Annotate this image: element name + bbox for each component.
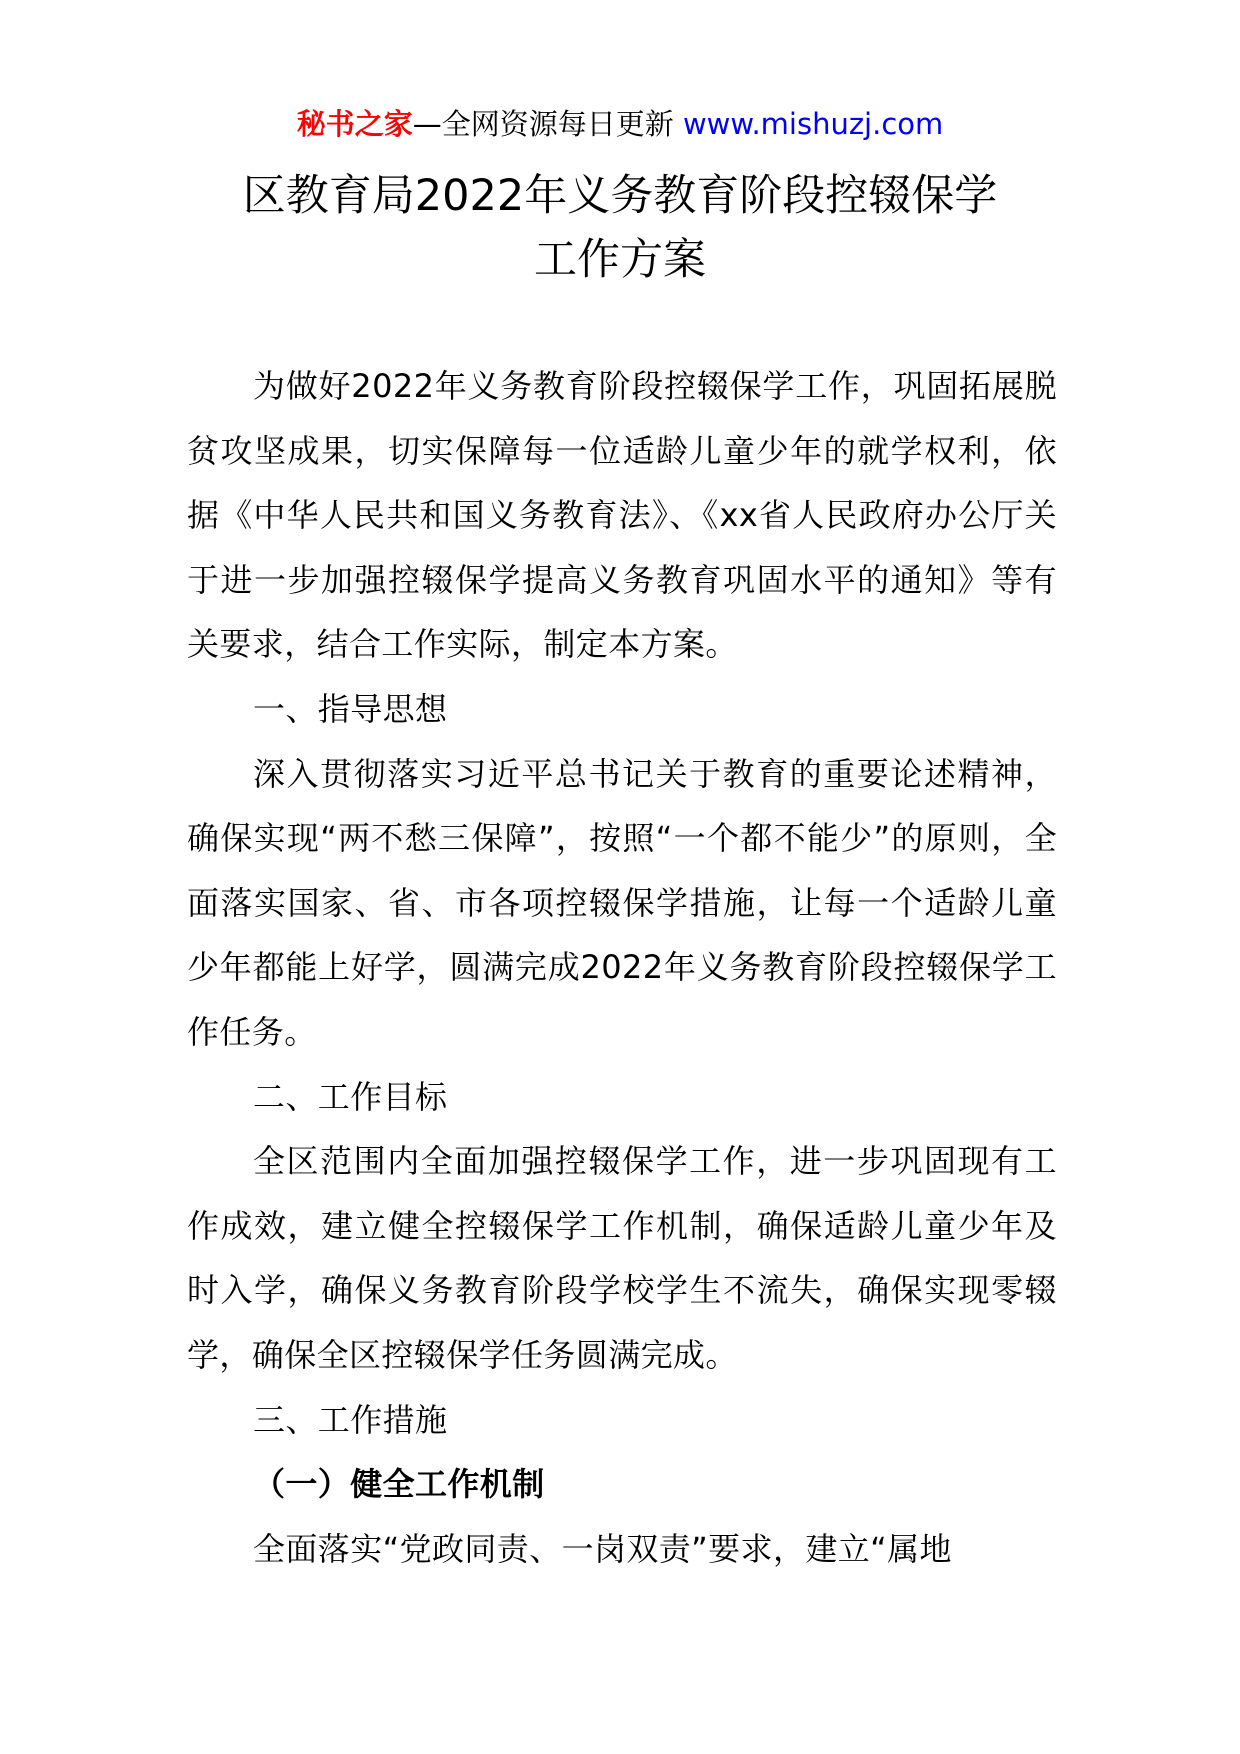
- subsection-paragraph-mechanism: 全面落实“党政同责、一岗双责”要求，建立“属地: [253, 1529, 952, 1568]
- document-title: [150, 164, 1090, 292]
- section-heading-goals: 二、工作目标: [253, 1077, 448, 1116]
- section-heading-guiding-thought: 一、指导思想: [253, 689, 448, 728]
- document-body: [187, 354, 1057, 1581]
- intro-paragraph: 为做好2022年义务教育阶段控辍保学工作，巩固拓展脱贫攻坚成果，切实保障每一位适龄儿童少年的就学权利，依据《中华人民共和国义务教育法》、《xx省人民政府办公厅关于进一步加强控辍保学提高义务教育巩固水平的通知》等有关要求，结合工作实际，制定本方案。: [187, 367, 1057, 664]
- section-paragraph-goals: 全区范围内全面加强控辍保学工作，进一步巩固现有工作成效，建立健全控辍保学工作机制，确保适龄儿童少年及时入学，确保义务教育阶段学校学生不流失，确保实现零辍学，确保全区控辍保学任务圆满完成。: [187, 1142, 1057, 1374]
- section-paragraph-guiding-thought: 深入贯彻落实习近平总书记关于教育的重要论述精神，确保实现“两不愁三保障”，按照“一个都不能少”的原则，全面落实国家、省、市各项控辍保学措施，让每一个适龄儿童少年都能上好学，圆满完成2022年义务教育阶段控辍保学工作任务。: [187, 754, 1057, 1051]
- section-heading-measures: 三、工作措施: [253, 1400, 448, 1439]
- title-line-2: 工作方案: [534, 235, 706, 285]
- subsection-heading-mechanism: （一）健全工作机制: [253, 1465, 545, 1504]
- site-header: [0, 104, 1240, 144]
- brand-name: 秘书之家: [296, 107, 413, 141]
- header-tagline: —全网资源每日更新: [412, 107, 683, 141]
- site-url-link[interactable]: www.mishuzj.com: [682, 107, 944, 141]
- title-line-1: 区教育局2022年义务教育阶段控辍保学: [242, 171, 998, 221]
